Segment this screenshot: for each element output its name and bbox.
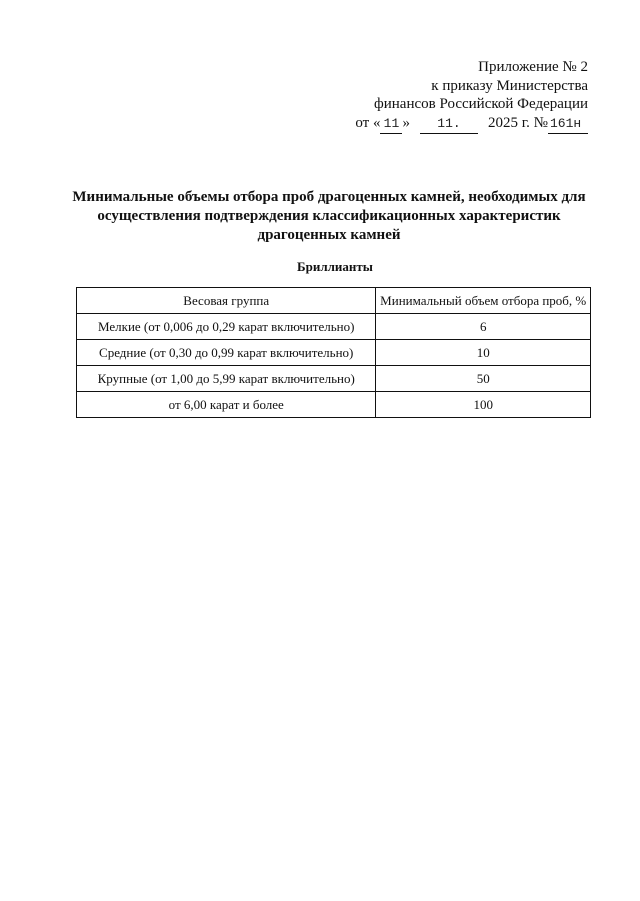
sample-percent-cell: 100: [376, 392, 591, 418]
document-title: [60, 188, 598, 245]
header-min-sample: Минимальный объем отбора проб, %: [376, 288, 591, 314]
appendix-ministry: финансов Российской Федерации: [374, 96, 588, 112]
title-line-1: Минимальные объемы отбора проб драгоценных камней, необходимых для: [72, 189, 586, 205]
table-row: [77, 366, 591, 392]
table-row: [77, 340, 591, 366]
weight-group-cell: от 6,00 карат и более: [77, 392, 376, 418]
table-row: [77, 314, 591, 340]
title-line-2: осуществления подтверждения классификационных характеристик: [97, 208, 561, 224]
appendix-number: Приложение № 2: [478, 59, 588, 75]
weight-group-cell: Мелкие (от 0,006 до 0,29 карат включительно): [77, 314, 376, 340]
order-month: 11.: [420, 115, 478, 135]
appendix-header: [355, 58, 588, 134]
table-header-row: [77, 288, 591, 314]
sample-percent-cell: 10: [376, 340, 591, 366]
sampling-table: [76, 287, 591, 418]
date-prefix: от «: [355, 114, 381, 131]
weight-group-cell: Крупные (от 1,00 до 5,99 карат включительно): [77, 366, 376, 392]
sample-percent-cell: 50: [376, 366, 591, 392]
appendix-order-ref: к приказу Министерства: [431, 77, 588, 94]
sample-percent-cell: 6: [376, 314, 591, 340]
appendix-date-line: [355, 114, 588, 135]
order-year: 2025 г. №: [487, 114, 548, 131]
order-number: 161н: [548, 115, 588, 135]
date-close-quote: »: [402, 114, 410, 131]
order-day: 11: [380, 115, 402, 135]
section-subtitle: Бриллианты: [297, 259, 373, 274]
weight-group-cell: Средние (от 0,30 до 0,99 карат включительно): [77, 340, 376, 366]
title-line-3: драгоценных камней: [257, 227, 401, 243]
table-row: [77, 392, 591, 418]
header-weight-group: Весовая группа: [77, 288, 376, 314]
